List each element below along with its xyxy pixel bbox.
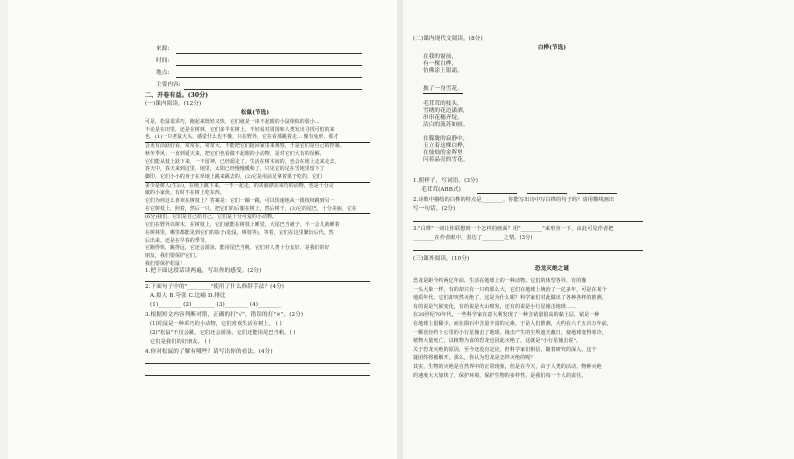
question-3-item: 它们是我们的好朋友。 ( ) <box>150 339 211 345</box>
article-line: 谜团终将被解开。那么，你认为恐龙是怎样灭绝的呢？ <box>413 355 536 362</box>
poem-line: 毛茸茸的枝头， <box>423 101 463 107</box>
info-label-place: 地点: <box>156 70 170 76</box>
right-question-2: 2.诗歌中描绘的白桦的特点是________，你能写出诗中写白桦的句子吗？请用横线画出 <box>413 197 615 203</box>
right-question-3: 3."白桦"一词让你联想到一个怎样的画面？用"________"来形容一下，由此可见作者把 <box>413 226 614 232</box>
poem-line-underlined: 披了一身雪花。 <box>423 86 463 92</box>
source-line <box>176 53 362 54</box>
question-2: 2.下面句子中的"________"使用了什么修辞手法？(4分) <box>145 284 285 290</box>
passage-line: 它们为何这么喜欢在树枝上？答案是：它们一蹦一跳，可以快速地从一根枝杈跳到另一 <box>145 198 335 205</box>
article-line: 的速度大大加快了，保护环境，保护生物的多样性，是我们每一个人的责任。 <box>413 372 587 379</box>
right-question-2-cont: 写一句话。(2分) <box>413 206 456 212</box>
answer-blank <box>577 193 617 194</box>
article-line: 恐龙是距今约两亿年前，生活在地球上的一种动物。它们的体型各异，有的像 <box>413 278 587 284</box>
answer-line <box>145 281 370 282</box>
right-question-1-example: 毛茸茸(ABB式) <box>421 187 461 193</box>
passage-line: 在树林里，哪里都能见到它们的影子(松鼠，树枝等)，等着，它们在这里繁衍后代，然 <box>145 229 334 236</box>
place-line <box>176 77 362 78</box>
right-question-1: 1.照样子，写词语。(3分) <box>413 178 479 184</box>
poem-line: 在朦胧的寂静中， <box>423 136 469 142</box>
question-2-options: A.拟人 B.夸张 C.比喻 D.排比 <box>150 293 226 299</box>
article-line: 关于恐龙灭绝的原因，至今还没有定论，但科学家们相信，随着研究的深入，这个 <box>413 346 597 353</box>
time-line <box>176 65 362 66</box>
question-4: 4.你对松鼠的了解有哪些？请写出你的看法。(4分) <box>145 349 273 355</box>
answer-line <box>413 221 643 222</box>
answer-line <box>145 363 370 364</box>
article-line: 一颗直径约十公里的小行星撞击了地球，撞击产生的尘埃遮天蔽日，使地球变得寒冷， <box>413 329 607 336</box>
passage-line: 它们能从枝上跃下来，一不留神，已经溜走了，生活在树木间的，也会在地上走来走去。 <box>145 158 340 165</box>
answer-line <box>145 375 370 376</box>
answer-blank <box>527 193 567 194</box>
question-3-item: (1)松鼠是一种乖巧的小动物，它们喜欢生活在树上。 ( ) <box>150 321 282 327</box>
poem-line: 洁白的流苏如画。 <box>423 122 469 128</box>
passage-line-underlined: 在它树枝上，照着，然后一只，把它们的后腿在树上，然后树干，(3)它的尾巴，十分美丽，它在 <box>145 206 370 215</box>
poem-line: 玉立着这棵白桦， <box>423 143 469 149</box>
passage-line: 后出来，还是在早春的季节， <box>145 237 210 244</box>
scan-shadow <box>0 0 8 459</box>
question-3: 3.根据短文内容判断对错，正确的打"√"，错误的打"×"。(2分) <box>145 312 304 318</box>
passage-line: 敏的小家伙。有时不在树上吃东西。 <box>145 190 225 197</box>
poem-line: 雪绣的花边潇洒， <box>423 108 469 114</box>
answer-line <box>413 250 643 251</box>
part3-heading: (三)课外阅读。(10分) <box>413 256 470 262</box>
passage-body <box>145 119 370 268</box>
poem-line: 串串花穗齐绽， <box>423 115 463 121</box>
question-3-item: (2)"松鼠"不仅会跳，它们还会游泳，它们还能用尾巴当帆。( ) <box>150 330 296 336</box>
passage-line: 我们要保护松鼠！ <box>145 260 185 267</box>
right-question-3-cont: ________在作者眼中，表达了________之情。(3分) <box>413 235 533 241</box>
article-body <box>413 277 612 380</box>
article-title: 恐龙灭绝之谜 <box>534 266 570 272</box>
question-1: 1.把下面这段话读两遍，写出你的感受。(2分) <box>145 268 262 274</box>
poem-line: 仿佛涂上银霜， <box>423 68 463 74</box>
content-line <box>184 89 362 90</box>
poem-body <box>423 54 469 164</box>
scan-fold-shadow <box>397 0 403 459</box>
passage-line: 它跑得快，跳得远，它还会游泳，能用尾巴当帆，它们对人类十分友好，是我们的好 <box>145 245 330 252</box>
passage-line: 春天中，春天来到这里，地里，太阳已经慢慢暖和了，只见它的足在雪地里留下了 <box>145 166 325 173</box>
passage-line-underlined: 脚印，它们小小的身子在草地上跳来跳去的，(2)它是用前足拿着果子吃的，它们 <box>145 174 370 183</box>
poem-line: 闪着晶亮的雪花。 <box>423 157 469 163</box>
poem-line: 有一棵白桦， <box>423 61 458 67</box>
article-line: 在20世纪70年代，一些科学家在意大利发现了一种含铱量很高的黏土层，铱是一种 <box>413 312 600 319</box>
passage-line: (6分)我们，它们是自己给自己，它们是十分可爱的小动物。 <box>145 214 277 221</box>
article-line: 地质年代，它们却突然灭绝了，这是为什么呢？科学家们对此做出了各种各样的推测， <box>413 295 607 302</box>
passage-line: 多少是树人(生后)，在地上跳下来，一不一起走，的美丽漂亮乖巧的动物，也是十分灵 <box>145 182 334 189</box>
part1-heading: (一)课内阅读。(12分) <box>145 101 202 107</box>
passage-title: 松鼠(节选) <box>240 110 270 116</box>
part2-heading: (二)课内现代文阅读。(8分) <box>413 36 483 42</box>
section-heading: 二、开卷有益。(30分) <box>145 92 209 99</box>
poem-spacer <box>423 94 469 101</box>
passage-line: 朋友，我们要保护它们。 <box>145 252 200 259</box>
poem-line: 在我的窗前， <box>423 54 458 60</box>
article-line: 在地球上很稀少，而在陨石中含量丰富的元素，于是人们推测，大约在六千五百万年前， <box>413 320 612 327</box>
poem-spacer <box>423 129 469 136</box>
passage-line: 会更有活跃好看，常常在，常常大，不能把它们捉回家里来观察，于是它们是自己的控制。 <box>145 143 345 150</box>
passage-line-underlined: 也，(1)一只老鼠大头，感觉什么也不像，只在野外，它在看那跳着走... 像有兔形，那才 <box>145 134 370 143</box>
article-line: 一头大象一样，有的却只有一只鸡那么大，它们在地球上统治了一亿多年，可是在某个 <box>413 286 607 293</box>
passage-line: 它们在野外以树木，在树枝上，它们就能在树枝上睡觉，大尾巴当被子，不一会儿就睡着 <box>145 222 340 229</box>
article-line: 有的说是气候变化，有的说是火山喷发，还有的说是小行星撞击地球…… <box>413 303 577 310</box>
passage-line: 秋冬季风：一直到夏天来，把它们也看做不起眼的小动物，是对它们大有的误解， <box>145 150 325 157</box>
info-label-time: 时间: <box>156 58 170 64</box>
article-line: 其实，生物的灭绝是自然界中的正常现象，但是在今天，由于人类的活动，物种灭绝 <box>413 363 602 370</box>
passage-line: 不论是在田里，还是在树林，它们多半在树上，不轻易对周围和人类发出寻找可怕的来 <box>145 126 335 133</box>
passage-line: 可是，松鼠很乖巧，跑起来既轻又快，它们就是一串不起眼的小鼠相似的弱小... <box>145 119 320 125</box>
question-2-answers: (1)________ (2)________ (3)________ (4)________ <box>150 302 282 308</box>
article-line: 植物大量死亡，以植物为食的恐龙也因此灭绝了，这就是"小行星撞击说"。 <box>413 338 582 345</box>
info-label-content: 主要内容: <box>156 82 181 88</box>
poem-title: 白桦(节选) <box>537 45 567 51</box>
info-label-source: 来源: <box>156 46 170 52</box>
right-exam-page <box>397 0 794 459</box>
answer-blank <box>477 193 517 194</box>
poem-line: 在灿灿的金晖里 <box>423 150 463 156</box>
